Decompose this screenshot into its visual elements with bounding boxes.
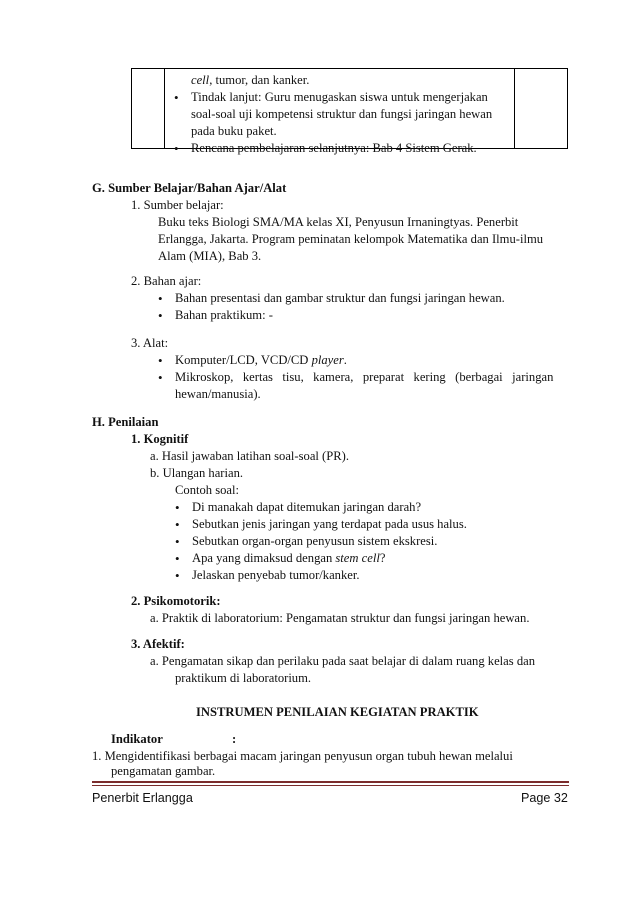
table-bullet-1-line3: pada buku paket. [191,124,277,138]
indikator-item1-line1: 1. Mengidentifikasi berbagai macam jaringan penyusun organ tubuh hewan melalui [92,749,513,763]
h-afektif-a-line1: a. Pengamatan sikap dan perilaku pada saat belajar di dalam ruang kelas dan [150,654,536,668]
table-divider-left [164,69,165,148]
h-question-4: • Apa yang dimaksud dengan stem cell? [192,550,385,567]
g-item1-line2: Erlangga, Jakarta. Program peminatan kelompok Matematika dan Ilmu-ilmu [158,232,544,246]
h-psikomotorik-a: a. Praktik di laboratorium: Pengamatan struktur dan fungsi jaringan hewan. [150,611,530,625]
g-item1-line3: Alam (MIA), Bab 3. [158,249,262,263]
table-bullet-1: • Tindak lanjut: Guru menugaskan siswa untuk mengerjakan [191,89,488,106]
footer-rule-thin [92,785,569,786]
h-contoh-soal: Contoh soal: [175,483,240,497]
indikator-item1-line2: pengamatan gambar. [111,764,216,778]
footer-publisher: Penerbit Erlangga [92,791,193,805]
g-item3-bullet2-line2: hewan/manusia). [175,387,261,401]
g-item2-bullet1: • Bahan presentasi dan gambar struktur dan fungsi jaringan hewan. [175,290,505,307]
g-item3-bullet1: • Komputer/LCD, VCD/CD player. [175,352,347,369]
h-afektif-a-line2: praktikum di laboratorium. [175,671,312,685]
indikator-colon: : [232,732,237,746]
g-item3-bullet2: • Mikroskop, kertas tisu, kamera, preparat kering (berbagai jaringan [175,369,568,386]
indikator-label: Indikator [111,732,163,746]
h-kognitif-label: 1. Kognitif [131,432,189,446]
h-question-3: • Sebutkan organ-organ penyusun sistem ekskresi. [192,533,437,550]
h-kognitif-a: a. Hasil jawaban latihan soal-soal (PR). [150,449,349,463]
h-afektif-label: 3. Afektif: [131,637,185,651]
table-bullet-1-line2: soal-soal uji kompetensi struktur dan fungsi jaringan hewan [191,107,493,121]
table-bullet-2: • Rencana pembelajaran selanjutnya: Bab 4 Sistem Gerak. [191,140,477,157]
section-g-heading: G. Sumber Belajar/Bahan Ajar/Alat [92,181,287,195]
footer-rule-thick [92,781,569,783]
h-question-1: • Di manakah dapat ditemukan jaringan darah? [192,499,421,516]
g-item2-bullet2: • Bahan praktikum: - [175,307,273,324]
table-line-0: cell, tumor, dan kanker. [191,73,310,87]
g-item1-label: 1. Sumber belajar: [131,198,224,212]
g-item1-line1: Buku teks Biologi SMA/MA kelas XI, Penyusun Irnaningtyas. Penerbit [158,215,519,229]
h-kognitif-b: b. Ulangan harian. [150,466,244,480]
g-item3-label: 3. Alat: [131,336,169,350]
h-psikomotorik-label: 2. Psikomotorik: [131,594,221,608]
g-item2-label: 2. Bahan ajar: [131,274,202,288]
h-question-2: • Sebutkan jenis jaringan yang terdapat pada usus halus. [192,516,467,533]
footer-page-number: Page 32 [521,791,568,805]
h-question-5: • Jelaskan penyebab tumor/kanker. [192,567,360,584]
section-h-heading: H. Penilaian [92,415,159,429]
table-divider-right [514,69,515,148]
instrumen-title: INSTRUMEN PENILAIAN KEGIATAN PRAKTIK [196,705,479,719]
